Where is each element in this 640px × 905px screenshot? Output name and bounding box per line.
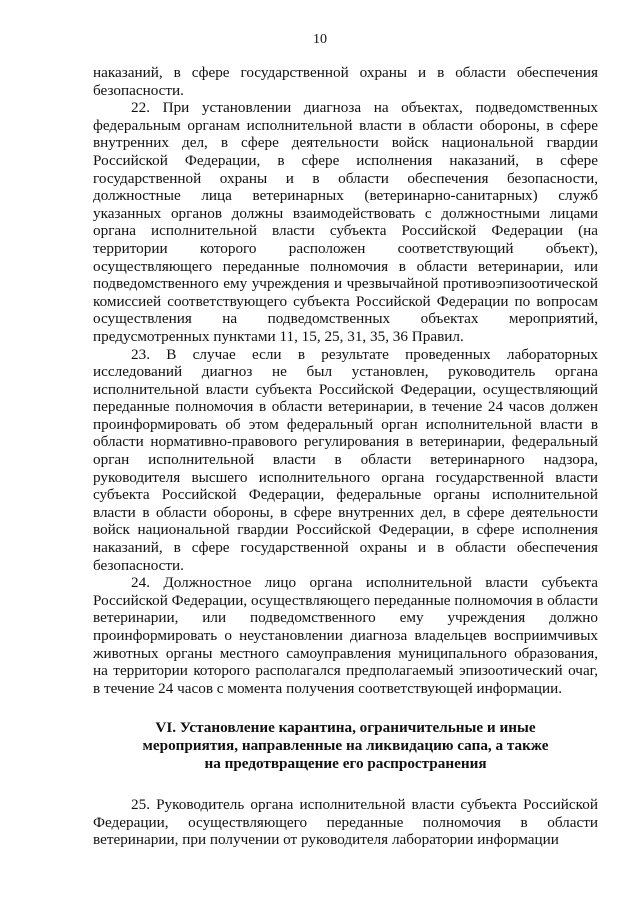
- section-heading-line-3: на предотвращение его распространения: [204, 754, 487, 772]
- section-heading: [93, 719, 598, 772]
- document-body: [93, 64, 598, 849]
- paragraph-23: 23. В случае если в результате проведенных лабораторных исследований диагноз не был установлен, руководитель органа исполнительной власти субъекта Российской Федерации, осуществляющий переданные полномочия в области ветеринарии, в течение 24 часов должен проинформировать об этом федеральный орган исполнительной власти в области нормативно-правового регулирования в ветеринарии, федеральный орган исполнительной власти в области ветеринарного надзора, руководителя высшего исполнительного органа государственной власти субъекта Российской Федерации, федеральные органы исполнительной власти в области обороны, в сфере внутренних дел, в сфере деятельности войск национальной гвардии Российской Федерации, в сфере исполнения наказаний, в сфере государственной охраны и в области обеспечения безопасности.: [93, 345, 598, 574]
- page-number: 10: [313, 32, 327, 47]
- paragraph-continuation: наказаний, в сфере государственной охраны и в области обеспечения безопасности.: [93, 64, 598, 99]
- paragraph-22: 22. При установлении диагноза на объектах, подведомственных федеральным органам исполнительной власти в области обороны, в сфере внутренних дел, в сфере деятельности войск национальной гвардии Российской Федерации, в сфере исполнения наказаний, в сфере государственной охраны и в области обеспечения безопасности, должностные лица ветеринарных (ветеринарно-санитарных) служб указанных органов должны взаимодействовать с должностными лицами органа исполнительной власти субъекта Российской Федерации (на территории которого расположен соответствующий объект), осуществляющего переданные полномочия в области ветеринарии, или подведомственного ему учреждения и чрезвычайной противоэпизоотической комиссией соответствующего субъекта Российской Федерации по вопросам осуществления на подведомственных объектах мероприятий, предусмотренных пунктами 11, 15, 25, 31, 35, 36 Правил.: [93, 99, 598, 345]
- section-heading-line-1: VI. Установление карантина, ограничительные и иные: [155, 719, 536, 737]
- paragraph-24: 24. Должностное лицо органа исполнительной власти субъекта Российской Федерации, осуществляющего переданные полномочия в области ветеринарии, или подведомственного ему учреждения должно проинформировать о неустановлении диагноза владельцев восприимчивых животных органы местного самоуправления муниципального образования, на территории которого располагался предполагаемый эпизоотический очаг, в течение 24 часов с момента получения соответствующей информации.: [93, 574, 598, 697]
- paragraph-25: 25. Руководитель органа исполнительной власти субъекта Российской Федерации, осуществляющего переданные полномочия в области ветеринарии, при получении от руководителя лаборатории информации: [93, 796, 598, 849]
- section-heading-line-2: мероприятия, направленные на ликвидацию сапа, а также: [142, 736, 549, 754]
